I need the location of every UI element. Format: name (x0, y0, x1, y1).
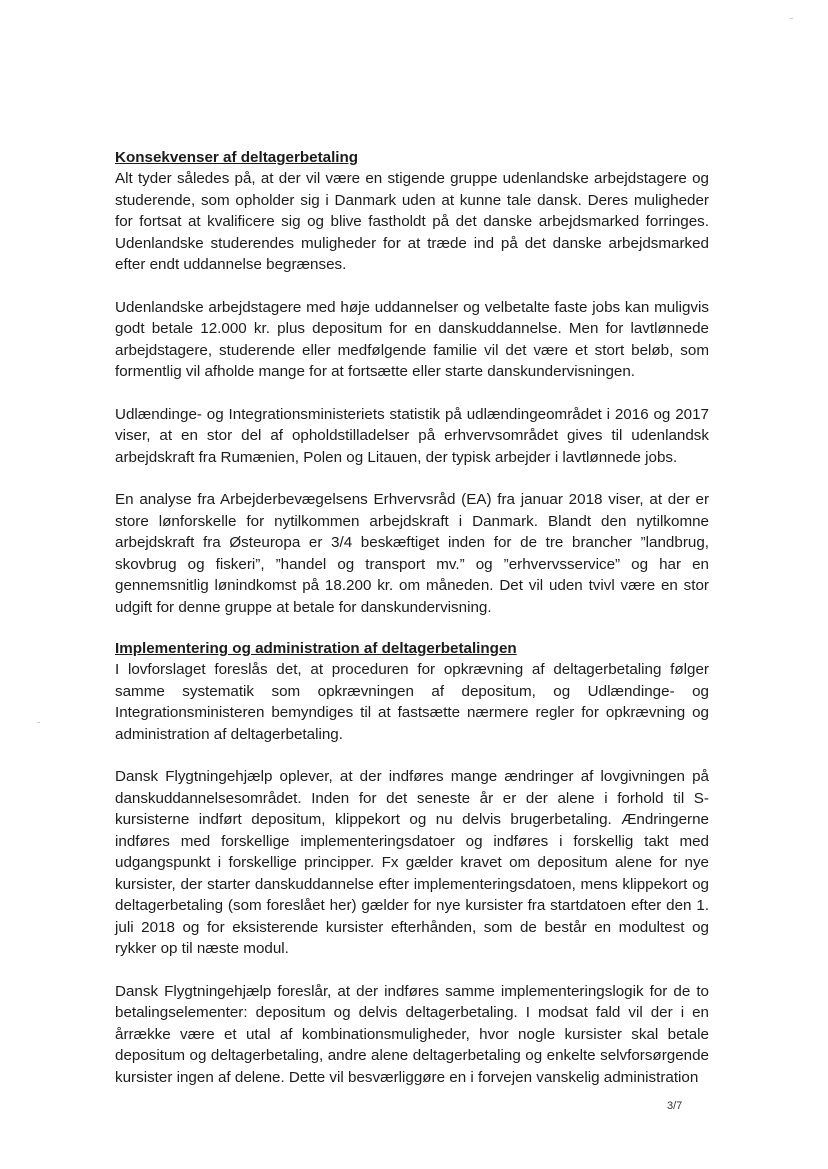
paragraph: Dansk Flygtningehjælp foreslår, at der indføres samme implementeringslogik for de to betalingselementer: depositum og delvis deltagerbetaling. I modsat fald vil der i en årrække være et utal af kombinationsmuligheder, hvor nogle kursister skal betale depositum og deltagerbetaling, andre alene deltagerbetaling og enkelte selvforsørgende kursister ingen af delene. Dette vil besværliggøre en i forvejen vanskelig administration (115, 982, 709, 1086)
section-heading: Konsekvenser af deltagerbetaling (115, 149, 359, 166)
scan-speck (790, 18, 793, 19)
scan-speck (37, 722, 40, 723)
paragraph: Udenlandske arbejdstagere med høje uddannelser og velbetalte faste jobs kan muligvis godt betale 12.000 kr. plus depositum for en danskuddannelse. Men for lavtlønnede arbejdstagere, studerende eller medfølgende familie vil det være et stort beløb, som formentlig vil afholde mange for at fortsætte eller starte danskundervisningen. (115, 298, 709, 380)
page-number: 3/7 (667, 1100, 683, 1112)
section-heading: Implementering og administration af deltagerbetalingen (115, 640, 517, 657)
document-body (115, 148, 709, 1109)
paragraph: Dansk Flygtningehjælp oplever, at der indføres mange ændringer af lovgivningen på danskuddannelsesområdet. Inden for det seneste år er der alene i forhold til S-kursisterne indført depositum, klippekort og nu delvis brugerbetaling. Ændringerne indføres med forskellige implementeringsdatoer og indføres i forskellig takt med udgangspunkt i forskellige principper. Fx gælder kravet om depositum alene for nye kursister, der starter danskuddannelse efter implementeringsdatoen, mens klippekort og deltagerbetaling (som foreslået her) gælder for nye kursister fra startdatoen efter den 1. juli 2018 og for eksisterende kursister efterhånden, som de består en modultest og rykker op til næste modul. (115, 768, 709, 957)
section-implementation (115, 639, 709, 1088)
paragraph: Udlændinge- og Integrationsministeriets statistik på udlændingeområdet i 2016 og 2017 viser, at en stor del af opholdstilladelser på erhvervsområdet gives til udenlandsk arbejdskraft fra Rumænien, Polen og Litauen, der typisk arbejder i lavtlønnede jobs. (115, 405, 709, 466)
paragraph: Alt tyder således på, at der vil være en stigende gruppe udenlandske arbejdstagere og studerende, som opholder sig i Danmark uden at kunne tale dansk. Deres muligheder for fortsat at kvalificere sig og blive fastholdt på det danske arbejdsmarked forringes. Udenlandske studerendes muligheder for at træde ind på det danske arbejdsmarked efter endt uddannelse begrænses. (115, 170, 709, 273)
section-consequences (115, 148, 709, 618)
paragraph: I lovforslaget foreslås det, at proceduren for opkrævning af deltagerbetaling følger samme systematik som opkrævningen af depositum, og Udlændinge- og Integrationsministeren bemyndiges til at fastsætte nærmere regler for opkrævning og administration af deltagerbetaling. (115, 661, 709, 743)
paragraph: En analyse fra Arbejderbevægelsens Erhvervsråd (EA) fra januar 2018 viser, at der er store lønforskelle for nytilkommen arbejdskraft i Danmark. Blandt den nytilkomne arbejdskraft fra Østeuropa er 3/4 beskæftiget inden for de tre brancher ”landbrug, skovbrug og fiskeri”, ”handel og transport mv.” og ”erhvervsservice” og har en gennemsnitlig lønindkomst på 18.200 kr. om måneden. Det vil uden tvivl være en stor udgift for denne gruppe at betale for danskundervisning. (115, 491, 709, 616)
